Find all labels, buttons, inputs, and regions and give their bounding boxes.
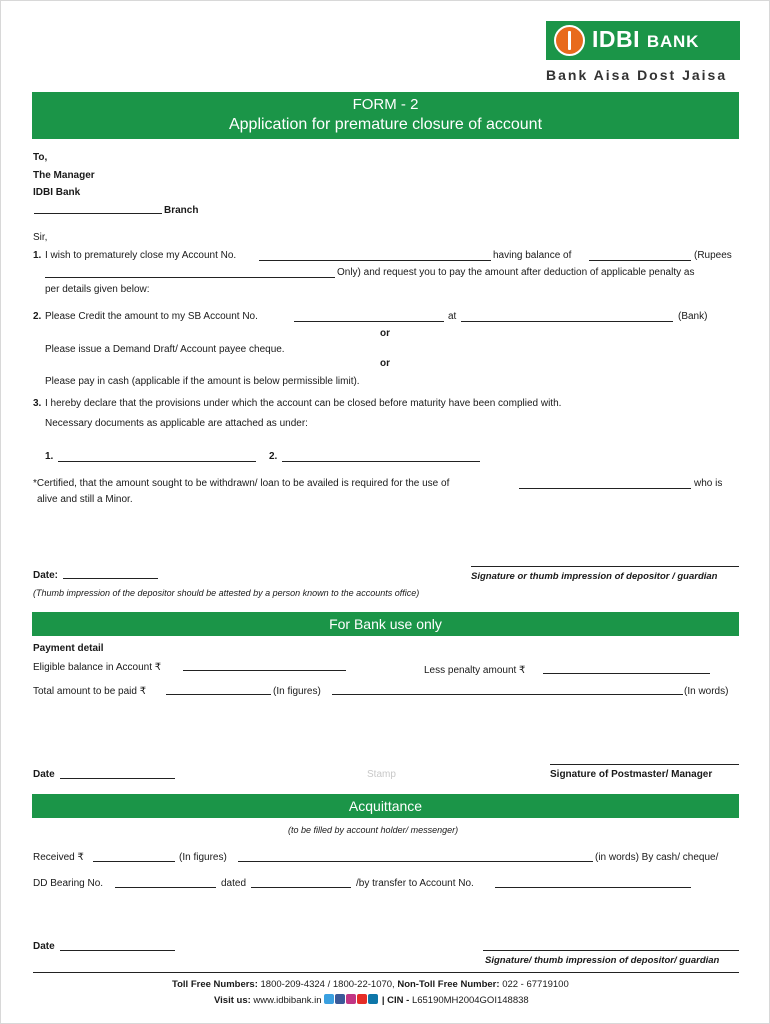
cash-text: Please pay in cash (applicable if the amount is below permissible limit). bbox=[45, 376, 360, 387]
facebook-icon[interactable] bbox=[335, 994, 345, 1004]
total-figures-label: (In figures) bbox=[273, 686, 321, 697]
branch-field[interactable] bbox=[34, 213, 162, 214]
acquittance-bar: Acquittance bbox=[32, 794, 739, 818]
account-number-field[interactable] bbox=[259, 260, 491, 261]
cin-number: L65190MH2004GOI148838 bbox=[411, 995, 529, 1006]
item1-only-text: Only) and request you to pay the amount after deduction of applicable penalty as bbox=[337, 267, 695, 278]
toll-free-numbers: 1800-209-4324 / 1800-22-1070, bbox=[260, 979, 395, 990]
bank-name-field[interactable] bbox=[461, 321, 673, 322]
acquittance-date-field[interactable] bbox=[60, 950, 175, 951]
minor-name-field[interactable] bbox=[519, 488, 691, 489]
certified-text: *Certified, that the amount sought to be withdrawn/ loan to be availed is required for the use of bbox=[33, 478, 450, 489]
bank-date-label: Date bbox=[33, 769, 55, 780]
depositor-signature-label: Signature or thumb impression of depositor / guardian bbox=[471, 571, 718, 582]
penalty-label: Less penalty amount ₹ bbox=[424, 665, 526, 676]
eligible-balance-field[interactable] bbox=[183, 670, 346, 671]
item2-bank-text: (Bank) bbox=[678, 311, 708, 322]
bank-use-bar: For Bank use only bbox=[32, 612, 739, 636]
visit-line bbox=[214, 994, 529, 1006]
cin-label: | CIN - bbox=[381, 995, 410, 1006]
item1-balance-text: having balance of bbox=[493, 250, 572, 261]
dated-label: dated bbox=[221, 878, 247, 889]
visit-label: Visit us: bbox=[214, 995, 251, 1006]
youtube-icon[interactable] bbox=[357, 994, 367, 1004]
doc1-number: 1. bbox=[45, 451, 54, 462]
title-bar bbox=[32, 92, 739, 139]
stamp-label: Stamp bbox=[367, 769, 396, 780]
non-toll-number: 022 - 67719100 bbox=[502, 979, 569, 990]
salutation: Sir, bbox=[33, 232, 48, 243]
toll-free-line bbox=[172, 979, 569, 990]
total-amount-label: Total amount to be paid ₹ bbox=[33, 686, 147, 697]
logo-suffix: BANK bbox=[646, 32, 700, 51]
acquittance-signature-field[interactable] bbox=[483, 950, 739, 951]
received-words-label: (in words) By cash/ cheque/ bbox=[595, 852, 719, 863]
acquittance-note: (to be filled by account holder/ messenger) bbox=[288, 825, 459, 835]
to-label: To, bbox=[33, 152, 48, 163]
postmaster-signature-field[interactable] bbox=[550, 764, 739, 765]
acquittance-date-label: Date bbox=[33, 941, 55, 952]
rupees-words-field[interactable] bbox=[45, 277, 335, 278]
item2-text: Please Credit the amount to my SB Account No. bbox=[45, 311, 258, 322]
doc2-number: 2. bbox=[269, 451, 278, 462]
dd-date-field[interactable] bbox=[251, 887, 351, 888]
non-toll-label: Non-Toll Free Number: bbox=[397, 979, 500, 990]
sb-account-field[interactable] bbox=[294, 321, 444, 322]
linkedin-icon[interactable] bbox=[368, 994, 378, 1004]
item2-at-text: at bbox=[448, 311, 457, 322]
dd-bearing-label: DD Bearing No. bbox=[33, 878, 104, 889]
item1-text: I wish to prematurely close my Account No. bbox=[45, 250, 237, 261]
idbi-logo bbox=[546, 21, 740, 60]
item1-number: 1. bbox=[33, 250, 42, 261]
form-number: FORM - 2 bbox=[352, 96, 419, 113]
penalty-field[interactable] bbox=[543, 673, 710, 674]
item1-rupees-text: (Rupees bbox=[694, 250, 732, 261]
item3-number: 3. bbox=[33, 398, 42, 409]
date-field[interactable] bbox=[63, 578, 158, 579]
or-label-2: or bbox=[380, 358, 390, 369]
item3-text: I hereby declare that the provisions under which the account can be closed before maturity have been complied with. bbox=[45, 398, 562, 409]
dd-number-field[interactable] bbox=[115, 887, 216, 888]
total-figures-field[interactable] bbox=[166, 694, 271, 695]
tagline: Bank Aisa Dost Jaisa bbox=[546, 67, 728, 83]
payment-detail-label: Payment detail bbox=[33, 643, 104, 654]
postmaster-signature-label: Signature of Postmaster/ Manager bbox=[550, 769, 713, 780]
thumb-impression-note: (Thumb impression of the depositor should be attested by a person known to the accounts office) bbox=[33, 588, 420, 598]
acquittance-signature-label: Signature/ thumb impression of depositor/ guardian bbox=[485, 955, 720, 966]
depositor-signature-field[interactable] bbox=[471, 566, 739, 567]
received-figures-field[interactable] bbox=[93, 861, 175, 862]
eligible-balance-label: Eligible balance in Account ₹ bbox=[33, 662, 162, 673]
certified-whois-text: who is bbox=[694, 478, 723, 489]
received-words-field[interactable] bbox=[238, 861, 593, 862]
document2-field[interactable] bbox=[282, 461, 480, 462]
transfer-label: /by transfer to Account No. bbox=[356, 878, 474, 889]
item1-details-text: per details given below: bbox=[45, 284, 150, 295]
item2-number: 2. bbox=[33, 311, 42, 322]
received-figures-label: (In figures) bbox=[179, 852, 227, 863]
branch-label: Branch bbox=[164, 205, 199, 216]
instagram-icon[interactable] bbox=[346, 994, 356, 1004]
balance-field[interactable] bbox=[589, 260, 691, 261]
certified-minor-text: alive and still a Minor. bbox=[37, 494, 133, 505]
or-label-1: or bbox=[380, 328, 390, 339]
date-label: Date: bbox=[33, 570, 59, 581]
logo-text: IDBI bbox=[592, 26, 640, 52]
bank-date-field[interactable] bbox=[60, 778, 175, 779]
demand-draft-text: Please issue a Demand Draft/ Account payee cheque. bbox=[45, 344, 285, 355]
total-words-field[interactable] bbox=[332, 694, 683, 695]
form-title: Application for premature closure of account bbox=[228, 116, 543, 133]
received-label: Received ₹ bbox=[33, 852, 84, 863]
footer-divider bbox=[33, 972, 739, 973]
total-words-label: (In words) bbox=[684, 686, 729, 697]
manager-label: The Manager bbox=[33, 170, 95, 181]
website-link[interactable]: www.idbibank.in bbox=[253, 995, 322, 1006]
transfer-account-field[interactable] bbox=[495, 887, 691, 888]
documents-text: Necessary documents as applicable are attached as under: bbox=[45, 418, 308, 429]
toll-free-label: Toll Free Numbers: bbox=[172, 979, 258, 990]
twitter-icon[interactable] bbox=[324, 994, 334, 1004]
document1-field[interactable] bbox=[58, 461, 256, 462]
bank-label: IDBI Bank bbox=[33, 187, 81, 198]
idbi-emblem-icon bbox=[554, 25, 585, 56]
